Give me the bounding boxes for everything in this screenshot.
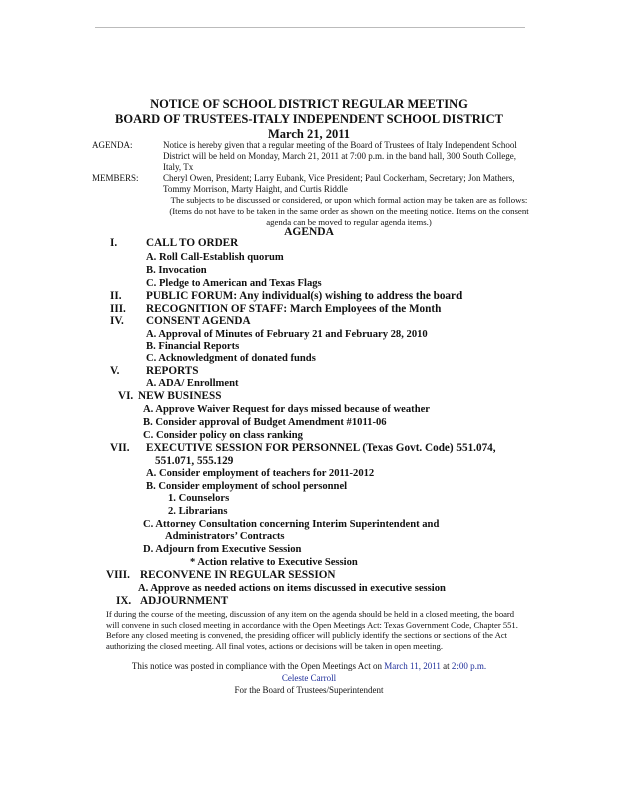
item-budget-amendment: B. Consider approval of Budget Amendment #1011-06 xyxy=(143,417,387,428)
item-waiver-request: A. Approve Waiver Request for days missed because of weather xyxy=(143,404,431,415)
posted-prefix: This notice was posted in compliance with the Open Meetings Act on xyxy=(131,661,385,671)
item-num-vii: VII. xyxy=(110,442,130,454)
members-label: MEMBERS: xyxy=(92,173,139,183)
item-approval-minutes: A. Approval of Minutes of February 21 and February 28, 2010 xyxy=(146,329,428,340)
agenda-label: AGENDA: xyxy=(92,140,133,150)
item-pledge: C. Pledge to American and Texas Flags xyxy=(146,278,322,289)
signature-role: For the Board of Trustees/Superintendent xyxy=(234,685,384,695)
item-num-vi: VI. xyxy=(118,390,134,402)
item-donated-funds: C. Acknowledgment of donated funds xyxy=(146,353,316,364)
item-executive-session: EXECUTIVE SESSION FOR PERSONNEL (Texas Govt. Code) 551.074, xyxy=(146,442,496,454)
agenda-heading: AGENDA xyxy=(284,226,334,238)
item-num-v: V. xyxy=(110,365,120,377)
posted-mid: at xyxy=(440,661,452,671)
item-num-ii: II. xyxy=(110,290,122,302)
item-public-forum: PUBLIC FORUM: Any individual(s) wishing to address the board xyxy=(146,290,463,302)
item-class-ranking: C. Consider policy on class ranking xyxy=(143,430,303,441)
item-financial-reports: B. Financial Reports xyxy=(146,341,240,352)
posted-time: 2:00 p.m. xyxy=(451,661,487,671)
item-num-i: I. xyxy=(110,237,118,249)
members-text: Cheryl Owen, President; Larry Eubank, Vice President; Paul Cockerham, Secretary; Jon Mathers, Tommy Morrison, Marty Haight, and Curtis Riddle xyxy=(163,173,515,194)
board-title: BOARD OF TRUSTEES-ITALY INDEPENDENT SCHOOL DISTRICT xyxy=(115,112,503,126)
item-reconvene: RECONVENE IN REGULAR SESSION xyxy=(140,569,336,581)
item-new-business: NEW BUSINESS xyxy=(138,390,222,402)
subjects-note: The subjects to be discussed or considered, or upon which formal action may be taken are as follows: (Items do not have to be taken in the same order as shown on the meeting notice. Items on the consent agenda can be moved to regular agenda items.) xyxy=(169,195,529,227)
item-num-viii: VIII. xyxy=(106,569,130,581)
item-action-note: * Action relative to Executive Session xyxy=(190,557,358,568)
agenda-text: Notice is hereby given that a regular meeting of the Board of Trustees of Italy Independent School District will be held on Monday, March 21, 2011 at 7:00 p.m. in the band hall, 300 South College, Italy, Tx xyxy=(163,140,517,172)
item-adjourn-executive: D. Adjourn from Executive Session xyxy=(143,544,302,555)
item-call-to-order: CALL TO ORDER xyxy=(146,237,239,249)
item-num-iii: III. xyxy=(110,303,126,315)
item-roll-call: A. Roll Call-Establish quorum xyxy=(146,252,284,263)
item-adjournment: ADJOURNMENT xyxy=(140,595,229,607)
item-recognition: RECOGNITION OF STAFF: March Employees of the Month xyxy=(146,303,442,315)
item-librarians: 2. Librarians xyxy=(168,506,228,517)
item-attorney-consultation: C. Attorney Consultation concerning Interim Superintendent and xyxy=(143,519,440,530)
item-approve-actions: A. Approve as needed actions on items discussed in executive session xyxy=(138,583,446,594)
meeting-date: March 21, 2011 xyxy=(267,127,351,141)
posted-notice xyxy=(0,661,618,671)
item-employment-teachers: A. Consider employment of teachers for 2011-2012 xyxy=(146,468,375,479)
item-num-ix: IX. xyxy=(116,595,132,607)
item-ada-enrollment: A. ADA/ Enrollment xyxy=(146,378,239,389)
item-employment-personnel: B. Consider employment of school personnel xyxy=(146,481,348,492)
notice-title: NOTICE OF SCHOOL DISTRICT REGULAR MEETING xyxy=(150,97,468,111)
item-reports: REPORTS xyxy=(146,365,199,377)
posted-date: March 11, 2011 xyxy=(384,661,441,671)
item-num-iv: IV. xyxy=(110,315,124,327)
closed-meeting-paragraph: If during the course of the meeting, discussion of any item on the agenda should be held in a closed meeting, the board will convene in such closed meeting in accordance with the Open Meetings Act: Texas Government Code, Chapter 551. Before any closed meeting is convened, the presiding officer will publicly identify the sections or sections of the Act authorizing the closed meeting. All final votes, actions or decisions will be taken in open meeting. xyxy=(106,609,518,651)
item-executive-session-cont: 551.071, 555.129 xyxy=(155,455,234,467)
item-attorney-consultation-cont: Administrators’ Contracts xyxy=(165,531,285,542)
item-consent-agenda: CONSENT AGENDA xyxy=(146,315,251,327)
item-counselors: 1. Counselors xyxy=(168,493,230,504)
signature-name: Celeste Carroll xyxy=(281,673,337,683)
top-rule xyxy=(95,27,525,28)
item-invocation: B. Invocation xyxy=(146,265,207,276)
